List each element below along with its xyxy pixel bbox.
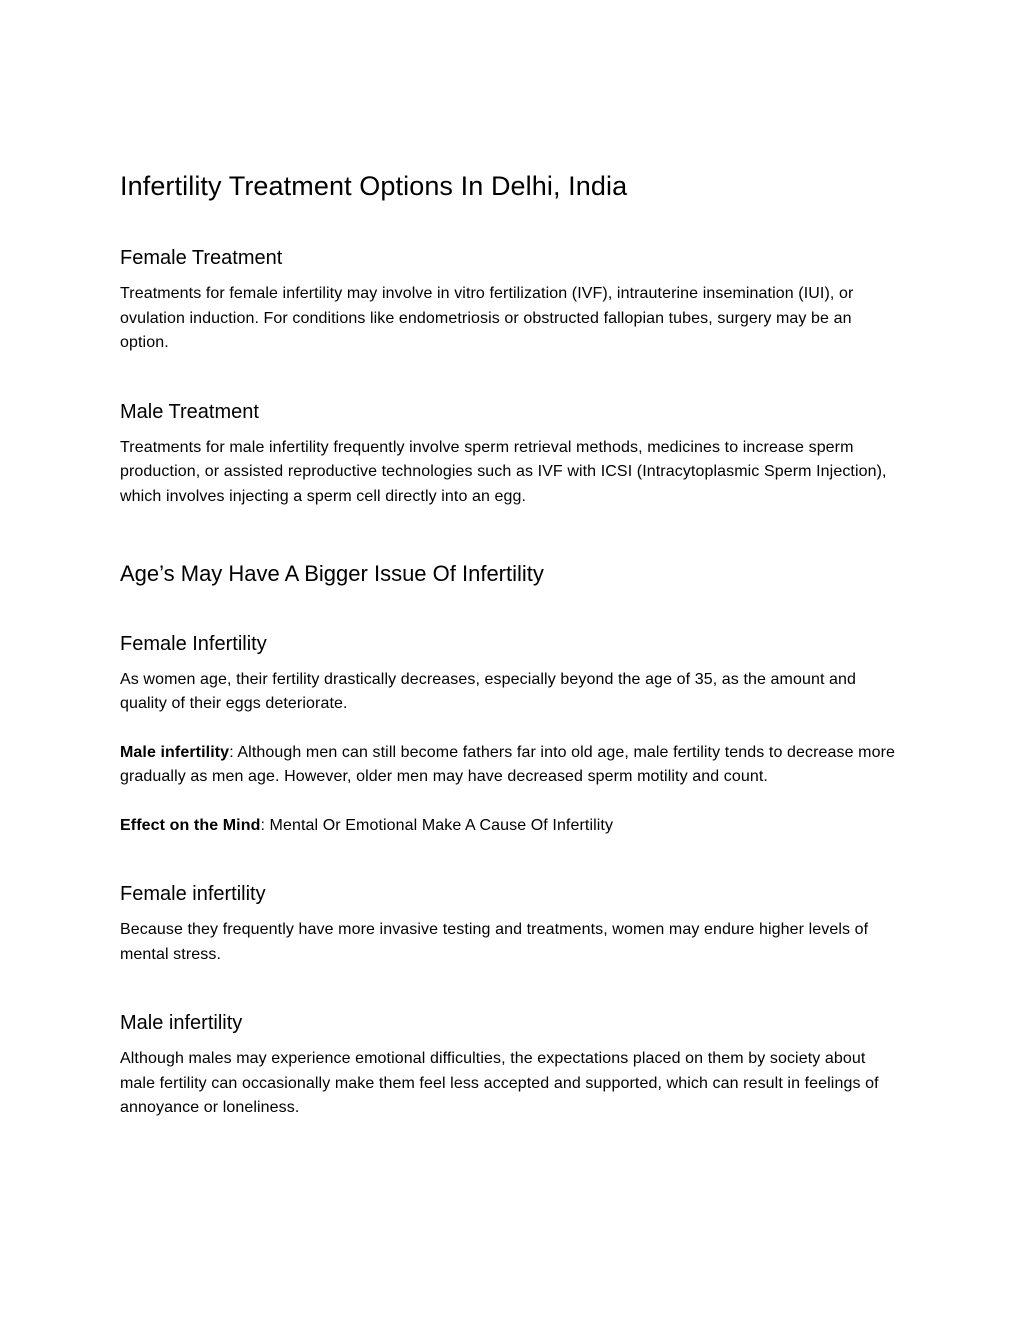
heading-age-bigger-issue: Age’s May Have A Bigger Issue Of Infertility: [120, 561, 544, 587]
heading-female-infertility-age: Female Infertility: [120, 632, 267, 655]
bold-lead-male-infertility: Male infertility: [120, 743, 230, 761]
paragraph-female-infertility-mind: Because they frequently have more invasive testing and treatments, women may endure higher levels of mental stress.: [120, 921, 869, 963]
paragraph-effect-on-mind: [120, 814, 902, 839]
bold-lead-effect-on-mind: Effect on the Mind: [120, 816, 261, 834]
paragraph-male-infertility-mind: Although males may experience emotional difficulties, the expectations placed on them by society about male fertility can occasionally make them feel less accepted and supported, which can result in feelings of annoyance or loneliness.: [120, 1050, 879, 1117]
paragraph-male-infertility-age: [120, 741, 902, 790]
text-male-infertility-rest: : Although men can still become fathers far into old age, male fertility tends to decrease more gradually as men age. However, older men may have decreased sperm motility and count.: [120, 743, 896, 786]
heading-female-treatment: Female Treatment: [120, 247, 283, 270]
heading-male-infertility-mind: Male infertility: [120, 1012, 243, 1035]
heading-female-infertility-mind: Female infertility: [120, 883, 266, 906]
text-effect-on-mind-rest: : Mental Or Emotional Make A Cause Of Infertility: [260, 816, 614, 834]
document-title: Infertility Treatment Options In Delhi, India: [120, 171, 628, 201]
paragraph-female-infertility-age: As women age, their fertility drastically decreases, especially beyond the age of 35, as the amount and quality of their eggs deteriorate.: [120, 670, 857, 713]
heading-male-treatment: Male Treatment: [120, 400, 259, 423]
paragraph-male-treatment: Treatments for male infertility frequently involve sperm retrieval methods, medicines to increase sperm production, or assisted reproductive technologies such as IVF with ICSI (Intracytoplasmic Sperm Injection), which involves injecting a sperm cell directly into an egg.: [120, 438, 887, 505]
paragraph-female-treatment: Treatments for female infertility may involve in vitro fertilization (IVF), intrauterine insemination (IUI), or ovulation induction. For conditions like endometriosis or obstructed fallopian tubes, surgery may be an option.: [120, 285, 854, 352]
